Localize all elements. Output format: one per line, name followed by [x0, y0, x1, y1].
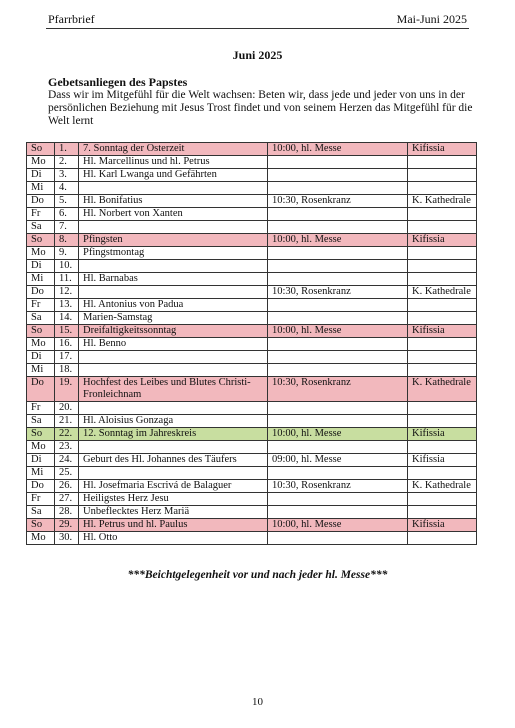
date-cell: 19. [55, 377, 79, 402]
day-cell: Di [27, 454, 55, 467]
feast-cell: Hl. Barnabas [79, 273, 268, 286]
place-cell [408, 338, 477, 351]
table-row [27, 169, 477, 182]
date-cell: 3. [55, 169, 79, 182]
table-row [27, 454, 477, 467]
date-cell: 12. [55, 286, 79, 299]
confession-note: ***Beichtgelegenheit vor und nach jeder hl. Messe*** [127, 569, 388, 581]
feast-cell: Hl. Petrus und hl. Paulus [79, 519, 268, 532]
table-row [27, 182, 477, 195]
time-cell [268, 312, 408, 325]
day-cell: Fr [27, 208, 55, 221]
feast-cell [79, 260, 268, 273]
place-cell: K. Kathedrale [408, 377, 477, 402]
table-row [27, 247, 477, 260]
table-row [27, 415, 477, 428]
feast-cell: 7. Sonntag der Osterzeit [79, 143, 268, 156]
date-cell: 1. [55, 143, 79, 156]
feast-cell: Pfingsten [79, 234, 268, 247]
table-row [27, 143, 477, 156]
day-cell: So [27, 325, 55, 338]
date-cell: 24. [55, 454, 79, 467]
table-row [27, 221, 477, 234]
place-cell [408, 169, 477, 182]
date-cell: 17. [55, 351, 79, 364]
day-cell: Do [27, 377, 55, 402]
feast-cell [79, 402, 268, 415]
table-row [27, 402, 477, 415]
place-cell: Kifissia [408, 234, 477, 247]
place-cell [408, 441, 477, 454]
day-cell: So [27, 143, 55, 156]
time-cell: 10:00, hl. Messe [268, 234, 408, 247]
time-cell: 10:30, Rosenkranz [268, 480, 408, 493]
feast-cell: Hl. Norbert von Xanten [79, 208, 268, 221]
day-cell: Mo [27, 441, 55, 454]
feast-cell: Hl. Marcellinus und hl. Petrus [79, 156, 268, 169]
day-cell: Di [27, 351, 55, 364]
day-cell: Do [27, 480, 55, 493]
feast-cell [79, 182, 268, 195]
date-cell: 27. [55, 493, 79, 506]
table-row [27, 377, 477, 402]
table-row [27, 506, 477, 519]
table-row [27, 441, 477, 454]
table-row [27, 467, 477, 480]
prayer-intention-title: Gebetsanliegen des Papstes [48, 75, 188, 89]
table-row [27, 493, 477, 506]
day-cell: Mo [27, 247, 55, 260]
day-cell: Sa [27, 415, 55, 428]
feast-cell [79, 364, 268, 377]
time-cell [268, 156, 408, 169]
date-cell: 29. [55, 519, 79, 532]
table-row [27, 519, 477, 532]
day-cell: Fr [27, 299, 55, 312]
place-cell: Kifissia [408, 325, 477, 338]
time-cell: 09:00, hl. Messe [268, 454, 408, 467]
day-cell: Mo [27, 338, 55, 351]
day-cell: Fr [27, 402, 55, 415]
time-cell: 10:00, hl. Messe [268, 519, 408, 532]
date-cell: 10. [55, 260, 79, 273]
feast-cell: Pfingstmontag [79, 247, 268, 260]
date-cell: 16. [55, 338, 79, 351]
table-row [27, 273, 477, 286]
place-cell [408, 182, 477, 195]
time-cell [268, 182, 408, 195]
prayer-intention [48, 76, 478, 128]
place-cell [408, 273, 477, 286]
date-cell: 20. [55, 402, 79, 415]
day-cell: So [27, 519, 55, 532]
date-cell: 13. [55, 299, 79, 312]
page-title: Juni 2025 [232, 48, 283, 62]
date-cell: 7. [55, 221, 79, 234]
date-cell: 14. [55, 312, 79, 325]
time-cell [268, 441, 408, 454]
place-cell: K. Kathedrale [408, 195, 477, 208]
place-cell [408, 532, 477, 545]
place-cell: Kifissia [408, 143, 477, 156]
place-cell [408, 506, 477, 519]
feast-cell: Hl. Benno [79, 338, 268, 351]
place-cell [408, 364, 477, 377]
time-cell [268, 273, 408, 286]
table-row [27, 286, 477, 299]
place-cell [408, 247, 477, 260]
place-cell [408, 221, 477, 234]
time-cell: 10:30, Rosenkranz [268, 195, 408, 208]
day-cell: So [27, 234, 55, 247]
feast-cell: Unbeflecktes Herz Mariä [79, 506, 268, 519]
page-number: 10 [252, 696, 263, 708]
feast-cell: Hl. Antonius von Padua [79, 299, 268, 312]
day-cell: Di [27, 260, 55, 273]
table-row [27, 312, 477, 325]
time-cell [268, 402, 408, 415]
table-row [27, 299, 477, 312]
date-cell: 28. [55, 506, 79, 519]
day-cell: Mi [27, 182, 55, 195]
feast-cell: Dreifaltigkeitssonntag [79, 325, 268, 338]
feast-cell [79, 467, 268, 480]
date-cell: 11. [55, 273, 79, 286]
feast-cell: Geburt des Hl. Johannes des Täufers [79, 454, 268, 467]
table-row [27, 428, 477, 441]
time-cell [268, 415, 408, 428]
day-cell: Fr [27, 493, 55, 506]
header-right: Mai-Juni 2025 [396, 12, 467, 26]
place-cell [408, 467, 477, 480]
place-cell: Kifissia [408, 519, 477, 532]
time-cell [268, 299, 408, 312]
calendar-table [26, 142, 477, 545]
time-cell [268, 169, 408, 182]
time-cell [268, 506, 408, 519]
feast-cell: Marien-Samstag [79, 312, 268, 325]
place-cell [408, 415, 477, 428]
day-cell: Sa [27, 221, 55, 234]
feast-cell [79, 351, 268, 364]
feast-cell: Hl. Aloisius Gonzaga [79, 415, 268, 428]
table-row [27, 364, 477, 377]
header-left: Pfarrbrief [48, 12, 95, 26]
day-cell: Mo [27, 532, 55, 545]
feast-cell: Hl. Bonifatius [79, 195, 268, 208]
table-row [27, 338, 477, 351]
day-cell: Di [27, 169, 55, 182]
date-cell: 9. [55, 247, 79, 260]
time-cell [268, 221, 408, 234]
date-cell: 2. [55, 156, 79, 169]
time-cell: 10:00, hl. Messe [268, 325, 408, 338]
date-cell: 30. [55, 532, 79, 545]
place-cell [408, 402, 477, 415]
time-cell [268, 260, 408, 273]
feast-cell: 12. Sonntag im Jahreskreis [79, 428, 268, 441]
day-cell: Mi [27, 364, 55, 377]
header-rule [46, 28, 469, 29]
date-cell: 26. [55, 480, 79, 493]
date-cell: 5. [55, 195, 79, 208]
time-cell [268, 351, 408, 364]
date-cell: 23. [55, 441, 79, 454]
time-cell: 10:00, hl. Messe [268, 143, 408, 156]
day-cell: Do [27, 286, 55, 299]
feast-cell: Hl. Otto [79, 532, 268, 545]
day-cell: Mi [27, 467, 55, 480]
place-cell [408, 351, 477, 364]
place-cell [408, 312, 477, 325]
time-cell [268, 364, 408, 377]
date-cell: 8. [55, 234, 79, 247]
day-cell: Mi [27, 273, 55, 286]
date-cell: 4. [55, 182, 79, 195]
place-cell: Kifissia [408, 428, 477, 441]
feast-cell [79, 221, 268, 234]
feast-cell [79, 286, 268, 299]
table-row [27, 351, 477, 364]
day-cell: So [27, 428, 55, 441]
time-cell [268, 467, 408, 480]
day-cell: Mo [27, 156, 55, 169]
place-cell [408, 208, 477, 221]
date-cell: 25. [55, 467, 79, 480]
table-row [27, 234, 477, 247]
table-row [27, 208, 477, 221]
place-cell: K. Kathedrale [408, 480, 477, 493]
feast-cell: Hochfest des Leibes und Blutes Christi-Fronleichnam [79, 377, 268, 402]
feast-cell: Hl. Josefmaria Escrivá de Balaguer [79, 480, 268, 493]
date-cell: 15. [55, 325, 79, 338]
time-cell: 10:30, Rosenkranz [268, 286, 408, 299]
day-cell: Do [27, 195, 55, 208]
table-row [27, 260, 477, 273]
feast-cell [79, 441, 268, 454]
table-row [27, 480, 477, 493]
date-cell: 21. [55, 415, 79, 428]
day-cell: Sa [27, 312, 55, 325]
place-cell [408, 493, 477, 506]
table-row [27, 195, 477, 208]
time-cell [268, 493, 408, 506]
date-cell: 22. [55, 428, 79, 441]
table-row [27, 532, 477, 545]
time-cell: 10:30, Rosenkranz [268, 377, 408, 402]
time-cell [268, 532, 408, 545]
time-cell [268, 338, 408, 351]
feast-cell: Heiligstes Herz Jesu [79, 493, 268, 506]
time-cell: 10:00, hl. Messe [268, 428, 408, 441]
table-row [27, 325, 477, 338]
place-cell: Kifissia [408, 454, 477, 467]
day-cell: Sa [27, 506, 55, 519]
time-cell [268, 208, 408, 221]
feast-cell: Hl. Karl Lwanga und Gefährten [79, 169, 268, 182]
place-cell [408, 299, 477, 312]
table-row [27, 156, 477, 169]
place-cell: K. Kathedrale [408, 286, 477, 299]
prayer-intention-text: Dass wir im Mitgefühl für die Welt wachsen: Beten wir, dass jede und jeder von uns in der persönlichen Beziehung mit Jesus Trost findet und von seinem Herzen das Mitgefühl für die Welt lernt [48, 89, 473, 127]
place-cell [408, 260, 477, 273]
date-cell: 18. [55, 364, 79, 377]
time-cell [268, 247, 408, 260]
place-cell [408, 156, 477, 169]
date-cell: 6. [55, 208, 79, 221]
